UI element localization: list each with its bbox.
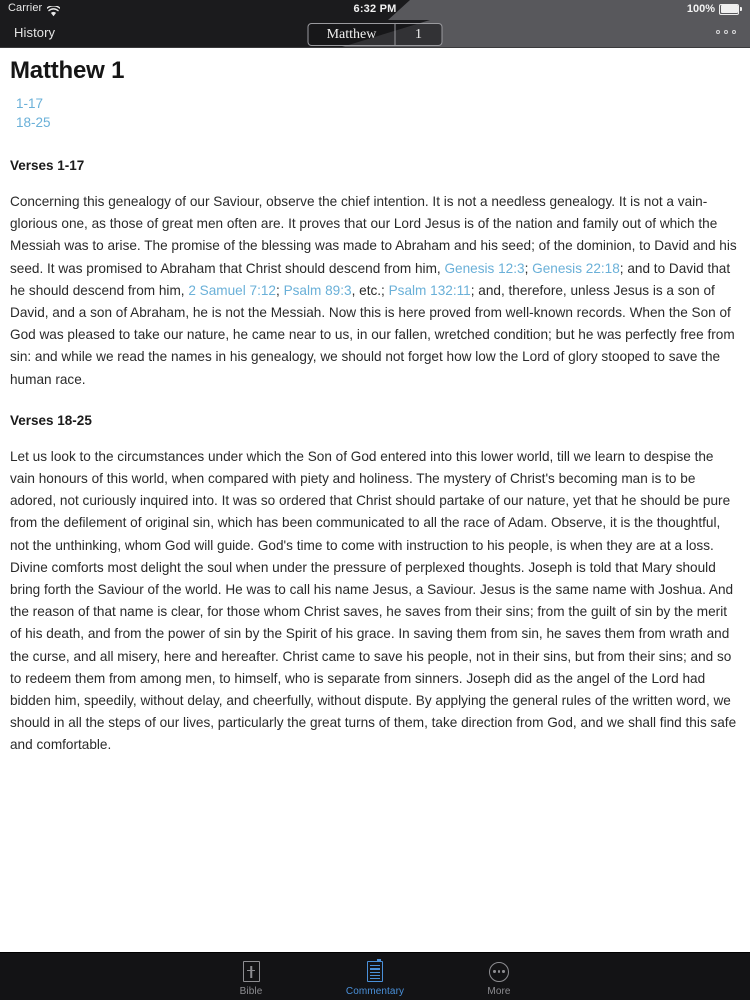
history-button[interactable]: History [14,25,56,40]
scripture-reference-link[interactable]: Psalm 89:3 [283,282,352,298]
body-text-run: ; and, therefore, unless Jesus is a son of David, and a son of Abraham, he is not the Messiah. Now this is here proved from well-known records. When the Son of God was pleased to take our nature, he came near to us, in our fallen, wretched condition; but he was perfectly free from sin: and while we read the names in his genealogy, we should not forget how low the Lord of glory stooped to save the human race. [10,282,735,387]
scripture-reference-link[interactable]: Genesis 22:18 [532,260,620,276]
document-lines-icon [367,961,383,983]
status-bar [0,0,750,20]
page-title: Matthew 1 [10,57,125,84]
ellipsis-dot-2 [724,30,728,34]
navigation-bar [0,20,750,48]
bottom-tab-bar [0,952,750,1000]
tab-more-label: More [487,985,511,997]
overflow-menu-button[interactable] [716,30,736,34]
segment-book[interactable]: Matthew [326,26,377,42]
bible-book-icon [243,961,260,983]
body-text-run: ; [524,260,533,276]
tab-commentary[interactable] [338,957,412,997]
nav-bar-light-panel [430,20,750,47]
body-text-run: , etc.; [351,282,389,298]
verse-range-links [16,94,740,132]
body-text-run: Let us look to the circumstances under which the Son of God entered into this lower world, till we learn to despise the vain honours of this world, when compared with piety and holiness. The mystery of Christ's becoming man is to be adored, not curiously inquired into. It was so ordered that Christ should partake of our nature, yet that he should be pure from the defilement of original sin, which has been communicated to all the race of Adam. Observe, it is the thoughtful, not the unthinking, whom God will guide. God's time to come with instruction to his people, is when they are at a loss. Divine comforts most delight the soul when under the pressure of perplexed thoughts. Joseph is told that Mary should bring forth the Saviour of the world. He was to call his name Jesus, a Saviour. Jesus is the same name with Joshua. And the reason of that name is clear, for those whom Christ saves, he saves from their sins; from the guilt of sin by the merit of his death, and from the power of sin by the Spirit of his grace. In saving them from sin, he saves them from wrath and the curse, and all misery, here and hereafter. Christ came to save his people, not in their sins, but from their sins; and so to redeem them from among men, to himself, who is separate from sinners. Joseph did as the angel of the Lord had bidden him, speedily, without delay, and cheerfully, without dispute. By applying the general rules of the written word, we should in all the steps of our lives, particularly the great turns of them, take direction from God, and we shall find this safe and comfortable. [10,448,737,753]
body-text-run: ; and to David that he should descend from him, [10,260,731,298]
battery-percent-label: 100% [686,3,715,15]
ellipsis-dot-1 [716,30,720,34]
scripture-reference-link[interactable]: 2 Samuel 7:12 [188,282,276,298]
tab-bible-label: Bible [239,985,263,997]
status-bar-right [687,3,743,15]
segment-chapter[interactable]: 1 [395,24,442,45]
commentary-content [0,48,750,953]
tab-commentary-label: Commentary [345,985,405,997]
book-chapter-segmented-control[interactable] [308,23,443,46]
scripture-reference-link[interactable]: Psalm 132:11 [388,282,471,298]
scripture-reference-link[interactable]: Genesis 12:3 [444,260,525,276]
verse-range-link-2[interactable]: 18-25 [16,115,51,130]
tab-bible[interactable] [214,957,288,997]
ellipsis-dot-3 [732,30,736,34]
verse-range-link-1[interactable]: 1-17 [16,96,44,111]
tab-more[interactable] [462,957,536,997]
body-text-run: Concerning this genealogy of our Saviour, observe the chief intention. It is not a needless genealogy. It is not a vain-glorious one, as those of great men often are. It proves that our Lord Jesus is of the nation and family out of which the Messiah was to arise. The promise of the blessing was made to Abraham and his seed; of the dominion, to David and his seed. It was promised to Abraham that Christ should descend from him, [10,194,737,276]
battery-icon [719,4,743,15]
body-text-run: ; [276,282,284,298]
section-body-1 [10,191,740,391]
section-heading-1: Verses 1-17 [10,158,85,173]
carrier-label: Carrier [8,2,43,14]
section-body-2 [10,446,740,757]
ellipsis-circle-icon [489,961,509,983]
status-bar-clock: 6:32 PM [353,3,397,15]
section-heading-2: Verses 18-25 [10,412,92,428]
